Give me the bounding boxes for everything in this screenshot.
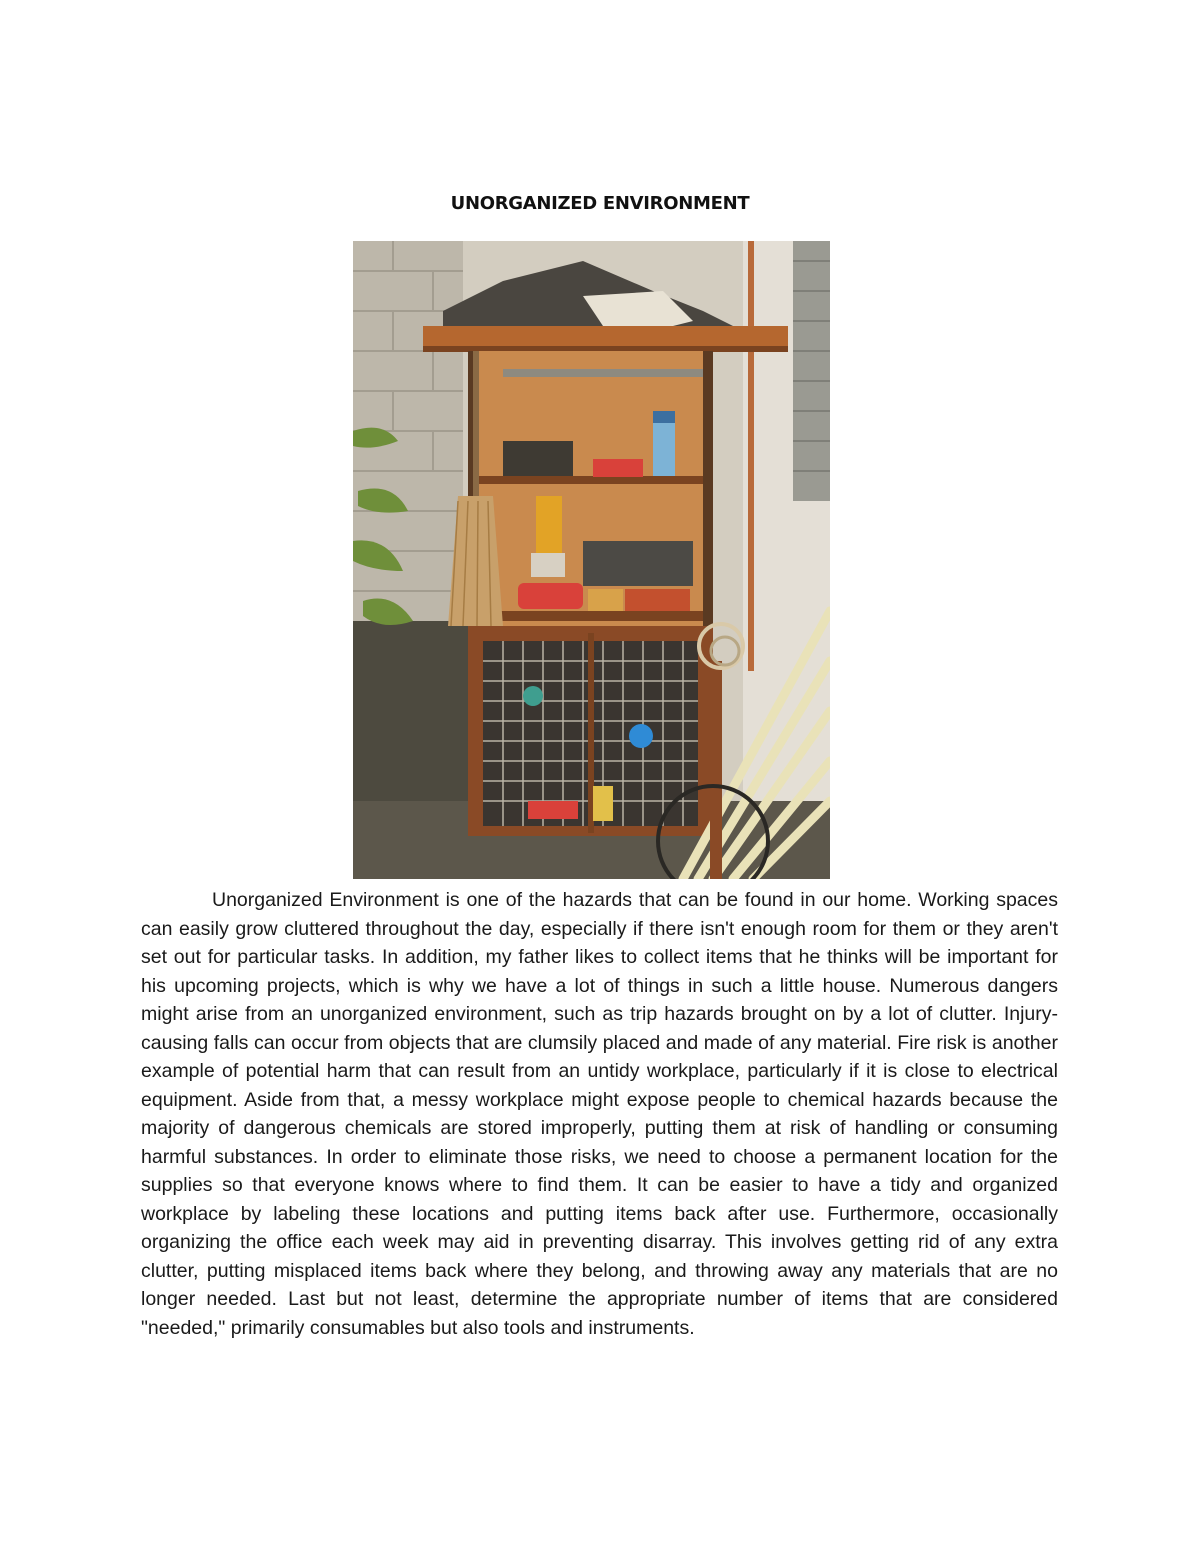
body-paragraph-text: Unorganized Environment is one of the hazards that can be found in our home. Working spaces can easily grow cluttered throughout the day, especially if there isn't enough room for them or they aren't set out for particular tasks. In addition, my father likes to collect items that he thinks will be important for his upcoming projects, which is why we have a lot of things in such a little house. Numerous dangers might arise from an unorganized environment, such as trip hazards brought on by a lot of clutter. Injury-causing falls can occur from objects that are clumsily placed and made of any material. Fire risk is another example of potential harm that can result from an untidy workplace, particularly if it is close to electrical equipment. Aside from that, a messy workplace might expose people to chemical hazards because the majority of dangerous chemicals are stored improperly, putting them at risk of handling or consuming harmful substances. In order to eliminate those risks, we need to choose a permanent location for the supplies so that everyone knows where to find them. It can be easier to have a tidy and organized workplace by labeling these locations and putting items back after use. Furthermore, occasionally organizing the office each week may aid in preventing disarray. This involves getting rid of any extra clutter, putting misplaced items back where they belong, and throwing away any materials that are no longer needed. Last but not least, determine the appropriate number of items that are considered "needed," primarily consumables but also tools and instruments. bbox=[141, 889, 1058, 1339]
cluttered-cabinet-photo bbox=[353, 241, 830, 879]
body-paragraph bbox=[141, 886, 1058, 1342]
page-title: UNORGANIZED ENVIRONMENT bbox=[450, 193, 750, 214]
cluttered-cabinet-illustration bbox=[353, 241, 830, 879]
